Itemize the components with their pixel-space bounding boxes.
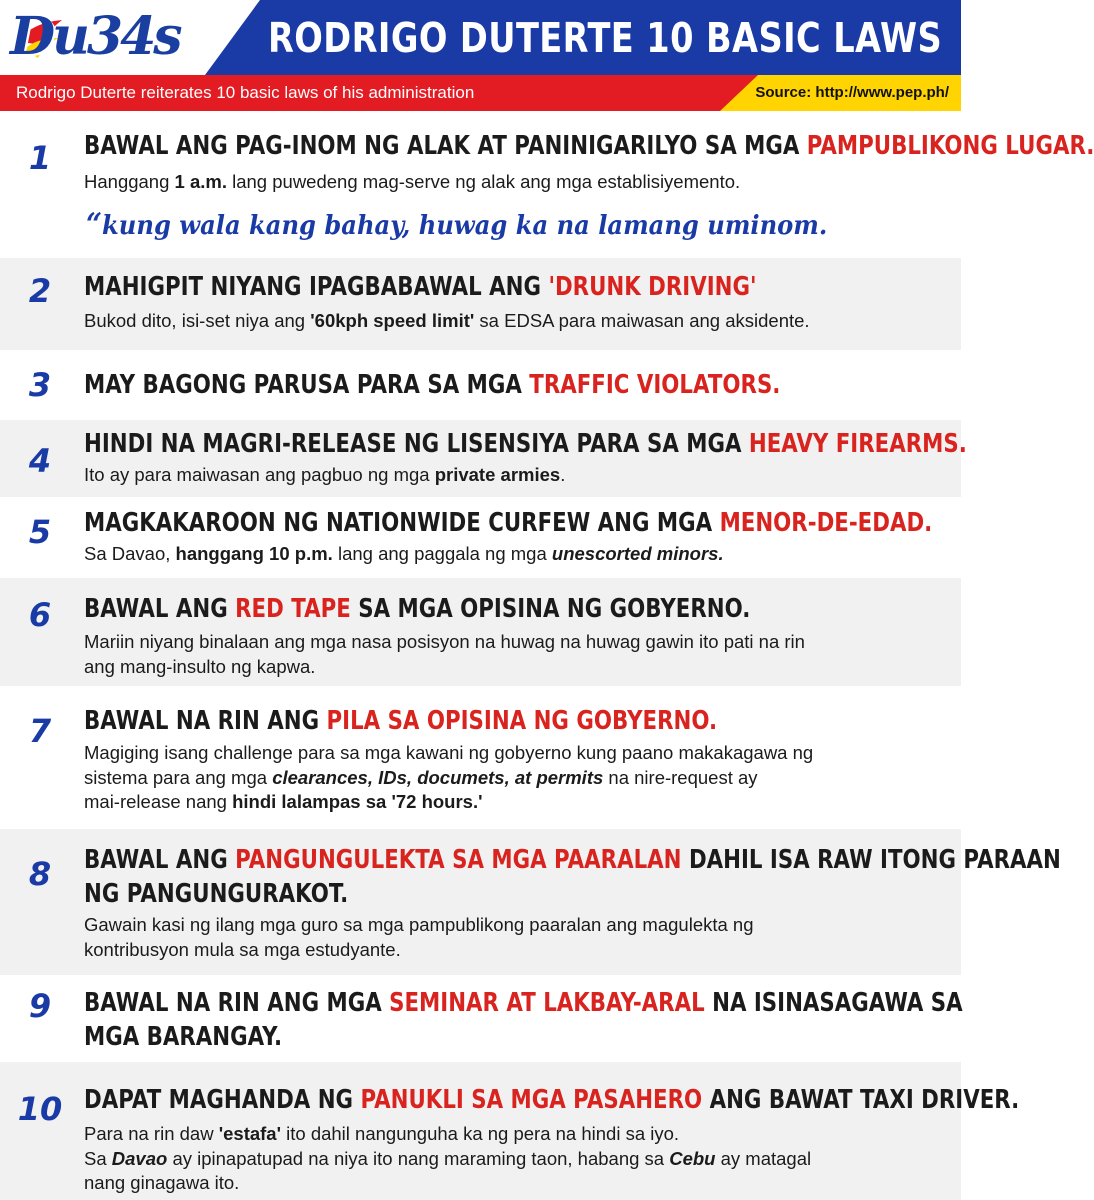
page-title: RODRIGO DUTERTE 10 BASIC LAWS [268, 13, 943, 62]
header-banner [0, 0, 961, 75]
law-number: 3 [28, 366, 52, 404]
subtitle: Rodrigo Duterte reiterates 10 basic laws of his administration [16, 83, 475, 102]
law-number: 1 [28, 139, 52, 177]
law-heading: HINDI NA MAGRI-RELEASE NG LISENSIYA PARA SA MGA HEAVY FIREARMS. [84, 429, 967, 459]
law-number: 9 [28, 987, 52, 1025]
law-heading: BAWAL NA RIN ANG PILA SA OPISINA NG GOBYERNO. [84, 706, 718, 736]
law-heading: MAGKAKAROON NG NATIONWIDE CURFEW ANG MGA MENOR-DE-EDAD. [84, 508, 933, 538]
law-detail: Sa Davao, hanggang 10 p.m. lang ang paggala ng mga unescorted minors. [84, 543, 724, 564]
law-number: 6 [28, 596, 52, 634]
law-detail: Ito ay para maiwasan ang pagbuo ng mga private armies. [84, 464, 566, 485]
law-row-1 [0, 111, 1094, 258]
law-row-7 [0, 686, 961, 829]
law-row-4 [0, 420, 967, 497]
quote-mark-icon: “ [86, 207, 103, 242]
law-detail: Gawain kasi ng ilang mga guro sa mga pampublikong paaralan ang magulekta ng kontribusyon mula sa mga estudyante. [84, 914, 754, 960]
law-number: 5 [28, 513, 52, 551]
logo[interactable] [0, 0, 250, 75]
law-row-8 [0, 829, 1061, 975]
law-detail: Bukod dito, isi-set niya ang '60kph speed limit' sa EDSA para maiwasan ang aksidente. [84, 310, 810, 331]
law-heading: MAHIGPIT NIYANG IPAGBABAWAL ANG 'DRUNK DRIVING' [84, 272, 757, 302]
law-detail: Magiging isang challenge para sa mga kawani ng gobyerno kung paano makakagawa ng sistema para ang mga clearances, IDs, documets, at permits na nire-request ay mai-release nang hindi lalampas sa '72 hours.' [84, 742, 814, 812]
source-link[interactable]: Source: http://www.pep.ph/ [755, 84, 949, 101]
law-heading: MAY BAGONG PARUSA PARA SA MGA TRAFFIC VIOLATORS. [84, 370, 781, 400]
law-heading: BAWAL ANG PAG-INOM NG ALAK AT PANINIGARILYO SA MGA PAMPUBLIKONG LUGAR. [84, 131, 1094, 161]
law-row-2 [0, 258, 961, 350]
law-quote: “kung wala kang bahay, huwag ka na lamang uminom. [86, 207, 828, 242]
law-number: 8 [28, 855, 52, 893]
law-number: 4 [28, 442, 52, 480]
law-row-3 [0, 350, 961, 420]
law-number: 10 [17, 1090, 63, 1128]
law-detail: Mariin niyang binalaan ang mga nasa posisyon na huwag na huwag gawin ito pati na rin ang mang-insulto ng kapwa. [84, 631, 805, 677]
law-row-9 [0, 975, 961, 1062]
law-detail: Para na rin daw 'estafa' ito dahil nangunguha ka ng pera na hindi sa iyo. Sa Davao ay ipinapatupad na niya ito nang maraming taon, habang sa Cebu ay matagal nang ginagawa ito. [84, 1123, 812, 1193]
law-number: 7 [28, 712, 52, 750]
law-heading: BAWAL ANG PANGUNGULEKTA SA MGA PAARALAN DAHIL ISA RAW ITONG PARAAN NG PANGUNGURAKOT. [84, 845, 1061, 909]
law-heading: BAWAL ANG RED TAPE SA MGA OPISINA NG GOBYERNO. [84, 594, 751, 624]
law-row-10 [0, 1062, 1020, 1200]
law-detail: Hanggang 1 a.m. lang puwedeng mag-serve ng alak ang mga establisiyemento. [84, 171, 741, 192]
law-row-5 [0, 497, 961, 578]
law-row-6 [0, 578, 961, 686]
law-heading: DAPAT MAGHANDA NG PANUKLI SA MGA PASAHERO ANG BAWAT TAXI DRIVER. [84, 1085, 1020, 1115]
law-number: 2 [28, 272, 52, 310]
subheader-bar [0, 75, 961, 111]
law-heading: BAWAL NA RIN ANG MGA SEMINAR AT LAKBAY-ARAL NA ISINASAGAWA SA MGA BARANGAY. [84, 988, 963, 1052]
logo-text: Du34s [10, 6, 180, 67]
